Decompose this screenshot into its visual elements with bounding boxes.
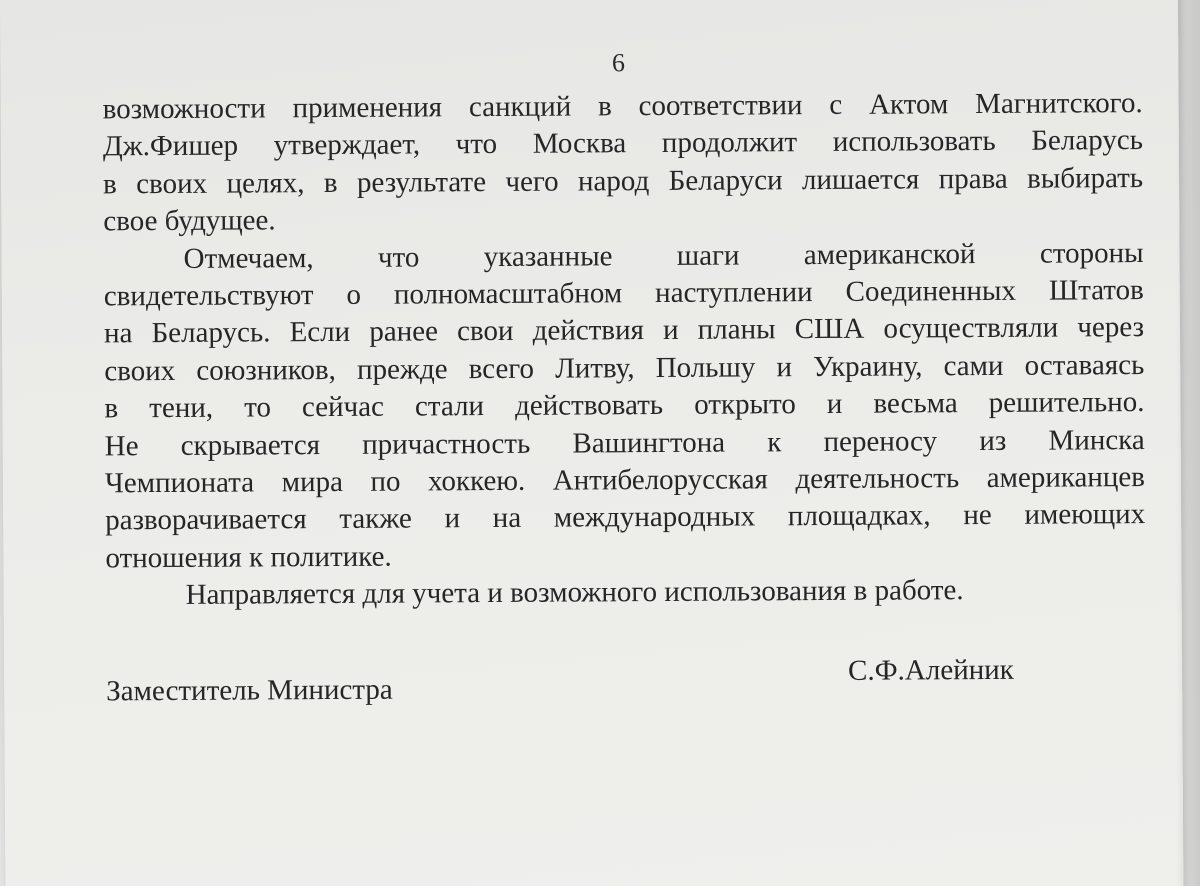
text-line: Направляется для учета и возможного использования в работе. [185,574,964,612]
signatory-title: Заместитель Министра [106,673,393,708]
text-line: Дж.Фишер утверждает, что Москва продолжит использовать Беларусь [102,124,1143,163]
text-line: на Беларусь. Если ранее свои действия и планы США осуществляли через [103,311,1145,350]
background-edge [1176,0,1200,886]
paragraph-3 [106,571,1146,615]
text-line: свое будущее. [103,204,276,238]
text-line: своих союзников, прежде всего Литву, Польшу и Украину, сами оставаясь [104,348,1145,388]
text-line: отношения к политике. [105,540,392,575]
signatory-name: С.Ф.Алейник [848,653,1014,687]
text-line: Отмечаем, что указанные шаги американской стороны [183,236,1144,275]
page-number: 6 [611,48,625,78]
text-line: Не скрывается причастность Вашингтона к переносу из Минска [104,423,1145,463]
paragraph-1 [103,85,1144,241]
body-text [103,85,1146,615]
text-line: Чемпионата мира по хоккею. Антибелорусская деятельность американцев [104,461,1146,500]
signature-block [106,653,1146,708]
paragraph-2 [103,235,1145,578]
text-line: в тени, то сейчас стали действовать открыто и весьма решительно. [104,386,1145,425]
text-line: разворачивается также и на международных площадках, не имеющих [105,498,1146,537]
text-line: возможности применения санкций в соответствии с Актом Магнитского. [102,87,1143,126]
text-line: в своих целях, в результате чего народ Беларуси лишается права выбирать [103,161,1144,201]
text-line: свидетельствуют о полномасштабном наступлении Соединенных Штатов [103,274,1144,313]
